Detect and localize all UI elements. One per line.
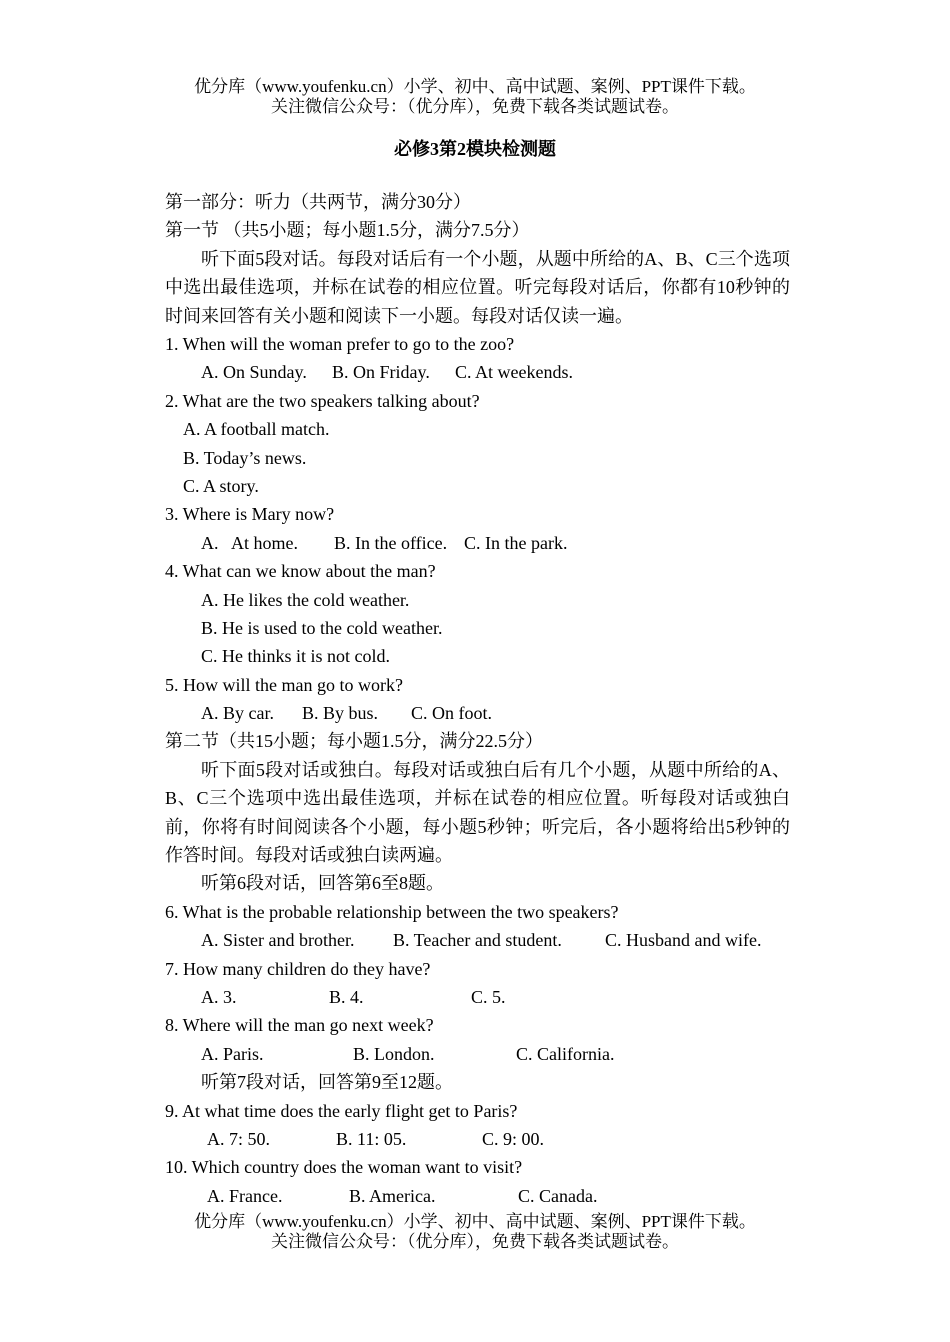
- option-b: B. On Friday.: [332, 362, 430, 383]
- option-c: C. 5.: [471, 987, 506, 1008]
- option-a: A. 3.: [201, 987, 237, 1008]
- page-title: 必修3第2模块检测题: [394, 139, 556, 159]
- option-c: C. Husband and wife.: [605, 930, 762, 951]
- option-b: B. By bus.: [302, 703, 379, 724]
- page-footer: [0, 1212, 950, 1252]
- option-c: C. California.: [516, 1043, 615, 1064]
- option-a: A. At home.: [201, 532, 298, 553]
- section-1-instructions: 听下面5段对话。每段对话后有一个小题，从题中所给的A、B、C三个选项中选出最佳选项，并标在试卷的相应位置。听完每段对话后，你都有10秒钟的时间来回答有关小题和阅读下一小题。每段对话仅读一遍。: [165, 248, 790, 326]
- exam-content: [165, 188, 790, 1210]
- option-b: B. Teacher and student.: [393, 930, 562, 951]
- header-line-1: 优分库（www.youfenku.cn）小学、初中、高中试题、案例、PPT课件下载。: [194, 77, 756, 96]
- question-3: 3. Where is Mary now?: [165, 504, 335, 525]
- footer-line-1: 优分库（www.youfenku.cn）小学、初中、高中试题、案例、PPT课件下载。: [194, 1212, 756, 1231]
- option-a: A. France.: [207, 1185, 283, 1206]
- question-7-options: [165, 983, 790, 1011]
- option-a: A. By car.: [201, 703, 274, 724]
- option-c: C. At weekends.: [455, 362, 573, 383]
- option-b: B. London.: [353, 1043, 435, 1064]
- part-heading: 第一部分：听力（共两节，满分30分）: [165, 192, 471, 212]
- question-5-options: [165, 699, 790, 727]
- option-c: C. On foot.: [411, 703, 492, 724]
- question-6: 6. What is the probable relationship between the two speakers?: [165, 901, 619, 922]
- question-3-options: [165, 529, 790, 557]
- header-line-2: 关注微信公众号：（优分库），免费下载各类试题试卷。: [271, 97, 679, 116]
- question-6-options: [165, 926, 790, 954]
- question-7: 7. How many children do they have?: [165, 958, 431, 979]
- question-10-options: [165, 1182, 790, 1210]
- section-2-heading: 第二节（共15小题；每小题1.5分，满分22.5分）: [165, 731, 543, 752]
- section-1-heading: 第一节 （共5小题；每小题1.5分，满分7.5分）: [165, 220, 530, 241]
- question-8: 8. Where will the man go next week?: [165, 1015, 434, 1036]
- question-10: 10. Which country does the woman want to visit?: [165, 1157, 523, 1178]
- option-b: B. Today’s news.: [183, 447, 307, 468]
- option-c: C. A story.: [183, 475, 259, 496]
- section-2-instructions: 听下面5段对话或独白。每段对话或独白后有几个小题，从题中所给的A、B、C三个选项中选出最佳选项，并标在试卷的相应位置。听每段对话或独白前，你将有时间阅读各个小题，每小题5秒钟；听完后，各小题将给出5秒钟的作答时间。每段对话或独白读两遍。: [165, 759, 790, 866]
- question-5: 5. How will the man go to work?: [165, 674, 403, 695]
- option-c: C. 9: 00.: [482, 1129, 545, 1149]
- question-8-options: [165, 1040, 790, 1068]
- page-header: [0, 77, 950, 117]
- dialog-7-instruction: 听第7段对话，回答第9至12题。: [201, 1072, 453, 1093]
- question-9: 9. At what time does the early flight get to Paris?: [165, 1100, 518, 1121]
- option-b: B. 4.: [329, 987, 364, 1008]
- option-a: A. Sister and brother.: [201, 930, 355, 951]
- question-2: 2. What are the two speakers talking about?: [165, 390, 480, 411]
- option-b: B. In the office.: [334, 532, 448, 553]
- question-1-options: [165, 358, 790, 386]
- question-9-options: [165, 1125, 790, 1153]
- question-1: 1. When will the woman prefer to go to the zoo?: [165, 334, 515, 354]
- footer-line-2: 关注微信公众号：（优分库），免费下载各类试题试卷。: [271, 1232, 679, 1251]
- question-4: 4. What can we know about the man?: [165, 561, 436, 582]
- option-b: B. 11: 05.: [336, 1129, 407, 1149]
- option-b: B. He is used to the cold weather.: [201, 617, 443, 638]
- option-a: A. A football match.: [183, 419, 330, 440]
- option-c: C. Canada.: [518, 1185, 598, 1206]
- option-a: A. On Sunday.: [201, 362, 307, 383]
- option-c: C. He thinks it is not cold.: [201, 646, 390, 667]
- option-a: A. Paris.: [201, 1043, 264, 1064]
- option-a: A. 7: 50.: [207, 1129, 270, 1149]
- option-c: C. In the park.: [464, 532, 568, 553]
- option-b: B. America.: [349, 1185, 436, 1206]
- option-a: A. He likes the cold weather.: [201, 589, 410, 610]
- dialog-6-instruction: 听第6段对话，回答第6至8题。: [201, 873, 444, 894]
